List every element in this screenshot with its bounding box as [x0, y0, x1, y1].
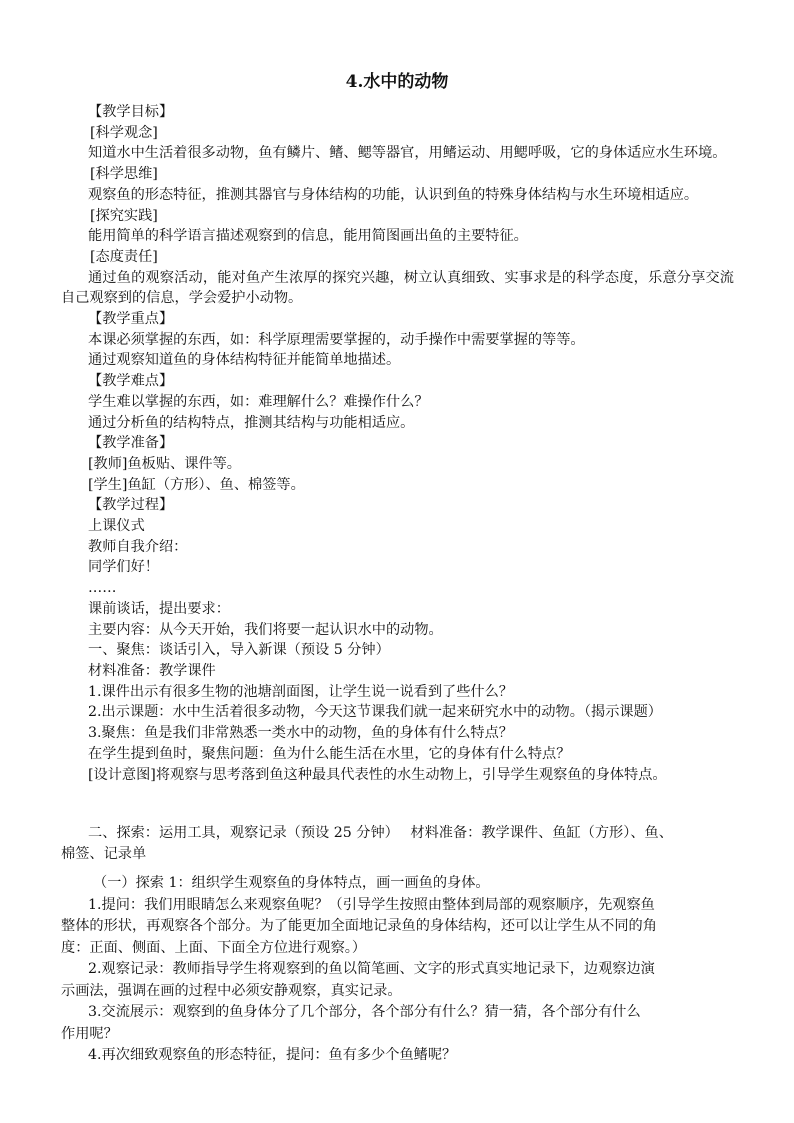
- explore-step: [61, 1045, 741, 1067]
- explore-step-line: 1.提问：我们用眼睛怎么来观察鱼呢？（引导学生按照由整体到局部的观察顺序，先观察鱼: [88, 896, 655, 913]
- paragraph: 观察鱼的形态特征，推测其器官与身体结构的功能，认识到鱼的特殊身体结构与水生环境相适应。: [88, 186, 699, 203]
- section-heading: [科学思维]: [90, 166, 158, 183]
- paragraph: 3.聚焦：鱼是我们非常熟悉一类水中的动物，鱼的身体有什么特点？: [88, 725, 513, 742]
- section-explore-heading: 二、探索：运用工具，观察记录（预设 25 分钟） 材料准备：教学课件、鱼缸（方形）、鱼、: [88, 825, 673, 841]
- explore-step-line: 整体的形状，再观察各个部分。为了能更加全面地记录鱼的身体结构，还可以让学生从不同的角: [61, 918, 657, 934]
- paragraph: ……: [88, 580, 117, 597]
- paragraph: 主要内容：从今天开始，我们将要一起认识水中的动物。: [88, 621, 443, 638]
- explore-steps: [61, 873, 741, 1067]
- section-explore-heading-cont: 棉签、记录单: [61, 845, 147, 862]
- explore-step: [61, 895, 741, 960]
- paragraph: [教师]鱼板贴、课件等。: [88, 455, 241, 472]
- paragraph: 本课必须掌握的东西，如：科学原理需要掌握的，动手操作中需要掌握的等等。: [88, 331, 585, 348]
- paragraph: 课前谈话，提出要求：: [88, 600, 230, 617]
- section-heading: [探究实践]: [90, 207, 158, 224]
- document-title: 4.水中的动物: [345, 72, 449, 92]
- paragraph: 学生难以掌握的东西，如：难理解什么？难操作什么？: [88, 393, 429, 410]
- section-heading: [科学观念]: [90, 124, 158, 141]
- explore-step-line: 度：正面、侧面、上面、下面全方位进行观察。）: [61, 939, 367, 956]
- document-body: [61, 102, 734, 785]
- explore-step-line: 作用呢？: [61, 1025, 118, 1042]
- section-heading: [态度责任]: [90, 248, 158, 265]
- explore-step: [61, 873, 741, 895]
- section-heading: 【教学目标】: [88, 104, 174, 120]
- paragraph: 通过鱼的观察活动，能对鱼产生浓厚的探究兴趣，树立认真细致、实事求是的科学态度，乐意分享交流自己观察到的信息，学会爱护小动物。: [61, 269, 734, 307]
- explore-step-line: 4.再次细致观察鱼的形态特征，提问：鱼有多少个鱼鳍呢？: [88, 1047, 457, 1063]
- explore-step-line: 2.观察记录：教师指导学生将观察到的鱼以简笔画、文字的形式真实地记录下，边观察边演: [88, 961, 655, 977]
- explore-step: [61, 1002, 741, 1045]
- paragraph: 知道水中生活着很多动物，鱼有鳞片、鳍、鳃等器官，用鳍运动、用鳃呼吸，它的身体适应水生环境。: [88, 145, 727, 162]
- paragraph: 1.课件出示有很多生物的池塘剖面图，让学生说一说看到了些什么？: [88, 683, 513, 700]
- explore-step-line: 3.交流展示：观察到的鱼身体分了几个部分，各个部分有什么？猜一猜，各个部分有什么: [88, 1004, 641, 1020]
- explore-step: [61, 959, 741, 1002]
- paragraph: 教师自我介绍：: [88, 538, 188, 555]
- paragraph: 同学们好！: [88, 559, 159, 576]
- paragraph: 材料准备：教学课件: [88, 662, 216, 679]
- paragraph: [学生]鱼缸（方形）、鱼、棉签等。: [88, 476, 305, 493]
- section-heading: 【教学过程】: [88, 497, 174, 514]
- paragraph: 通过观察知道鱼的身体结构特征并能简单地描述。: [88, 352, 401, 369]
- paragraph: 在学生提到鱼时，聚焦问题：鱼为什么能生活在水里，它的身体有什么特点？: [88, 745, 571, 762]
- explore-step-line: 示画法，强调在画的过程中必须安静观察，真实记录。: [61, 982, 402, 999]
- paragraph: 2.出示课题：水中生活着很多动物，今天这节课我们就一起来研究水中的动物。（揭示课题）: [88, 704, 662, 721]
- paragraph: 上课仪式: [88, 518, 145, 535]
- paragraph: 能用简单的科学语言描述观察到的信息，能用简图画出鱼的主要特征。: [88, 228, 528, 245]
- section-heading: 【教学重点】: [88, 311, 174, 328]
- section-explore: [61, 823, 748, 864]
- explore-step-line: （一）探索 1：组织学生观察鱼的身体特点，画一画鱼的身体。: [93, 875, 490, 891]
- section-heading: 【教学准备】: [88, 435, 174, 452]
- paragraph: 通过分析鱼的结构特点，推测其结构与功能相适应。: [88, 414, 415, 431]
- paragraph: 一、聚焦：谈话引入，导入新课（预设 5 分钟）: [88, 642, 390, 659]
- section-heading: 【教学难点】: [88, 373, 174, 390]
- paragraph: [设计意图]将观察与思考落到鱼这种最具代表性的水生动物上，引导学生观察鱼的身体特点。: [88, 766, 667, 783]
